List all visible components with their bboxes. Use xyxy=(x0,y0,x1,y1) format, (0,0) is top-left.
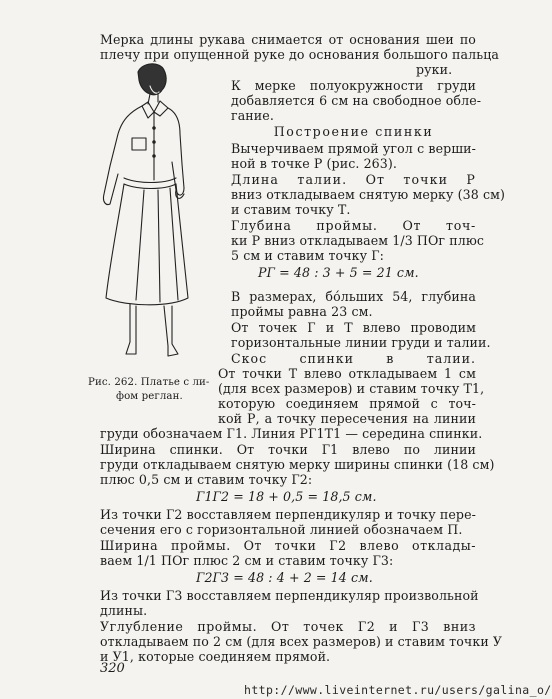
armhole-depth-line-1: Глубина проймы. От точ- xyxy=(231,218,476,233)
waist-bevel-line-2: От точки Т влево откладываем 1 см xyxy=(218,366,476,381)
sleeve-measure-line-1: Мерка длины рукава снимается от основания шеи по xyxy=(100,32,476,47)
intro-line-1: Вычерчиваем прямой угол с верши- xyxy=(231,141,476,156)
waist-bevel-line-1: Скос спинки в талии. xyxy=(231,351,476,366)
sizes-note-line-1: В размерах, бо́льших 54, глубина xyxy=(231,289,476,304)
dress-illustration xyxy=(84,62,209,367)
figure-caption-line-2: фом реглан. xyxy=(116,391,183,402)
back-width-line-1: Ширина спинки. От точки Г1 влево по линии xyxy=(100,442,476,457)
armhole-depth-line-2: ки Р вниз откладываем 1/3 ПОг плюс xyxy=(231,233,485,248)
intro-line-2: ной в точке Р (рис. 263). xyxy=(231,156,398,171)
perpendicular-p-line-2: сечения его с горизонтальной линией обозначаем П. xyxy=(100,522,463,537)
back-width-line-3: плюс 0,5 см и ставим точку Г2: xyxy=(100,472,313,487)
horizontal-lines-line-1: От точек Г и Т влево проводим xyxy=(231,320,476,335)
armhole-width-line-1: Ширина проймы. От точки Г2 влево отклады- xyxy=(100,538,476,553)
formula-rg: РГ = 48 : 3 + 5 = 21 см. xyxy=(258,265,419,280)
formula-g2g3: Г2Г3 = 48 : 4 + 2 = 14 см. xyxy=(196,570,373,585)
waist-bevel-line-3: (для всех размеров) и ставим точку Т1, xyxy=(218,381,485,396)
armhole-deepening-line-2: откладываем по 2 см (для всех размеров) и ставим точки У xyxy=(100,634,503,649)
waist-bevel-line-6: груди обозначаем Г1. Линия РГ1Т1 — середина спинки. xyxy=(100,426,483,441)
formula-g1g2: Г1Г2 = 18 + 0,5 = 18,5 см. xyxy=(196,489,377,504)
source-url: http://www.liveinternet.ru/users/galina_o/ xyxy=(244,683,552,697)
waist-bevel-line-5: кой Р, а точку пересечения на линии xyxy=(218,411,476,426)
back-width-line-2: груди откладываем снятую мерку ширины спинки (18 см) xyxy=(100,457,495,472)
waist-bevel-line-4: которую соединяем прямой с точ- xyxy=(218,396,476,411)
waist-length-line-1: Длина талии. От точки Р xyxy=(231,172,476,187)
allowance-line-3: гание. xyxy=(231,108,274,123)
figure-caption-line-1: Рис. 262. Платье с ли- xyxy=(88,377,210,388)
sizes-note-line-2: проймы равна 23 см. xyxy=(231,304,373,319)
horizontal-lines-line-2: горизонтальные линии груди и талии. xyxy=(231,335,491,350)
sleeve-measure-line-2: плечу при опущенной руке до основания большого пальца xyxy=(100,47,499,62)
armhole-width-line-2: ваем 1/1 ПОг плюс 2 см и ставим точку Г3: xyxy=(100,553,394,568)
armhole-depth-line-3: 5 см и ставим точку Г: xyxy=(231,248,385,263)
allowance-line-2: добавляется 6 см на свободное обле- xyxy=(231,93,482,108)
allowance-line-1: К мерке полуокружности груди xyxy=(231,78,476,93)
page-number: 320 xyxy=(100,661,125,676)
sleeve-measure-line-3: руки. xyxy=(416,62,453,77)
armhole-deepening-line-3: и У1, которые соединяем прямой. xyxy=(100,649,331,664)
perpendicular-p-line-1: Из точки Г2 восставляем перпендикуляр и точку пере- xyxy=(100,507,476,522)
perpendicular-any-line-1: Из точки Г3 восставляем перпендикуляр произвольной xyxy=(100,588,479,603)
perpendicular-any-line-2: длины. xyxy=(100,603,148,618)
armhole-deepening-line-1: Углубление проймы. От точек Г2 и Г3 вниз xyxy=(100,619,476,634)
waist-length-line-2: вниз откладываем снятую мерку (38 см) xyxy=(231,187,506,202)
waist-length-line-3: и ставим точку Т. xyxy=(231,202,351,217)
section-heading: Построение спинки xyxy=(273,124,434,139)
